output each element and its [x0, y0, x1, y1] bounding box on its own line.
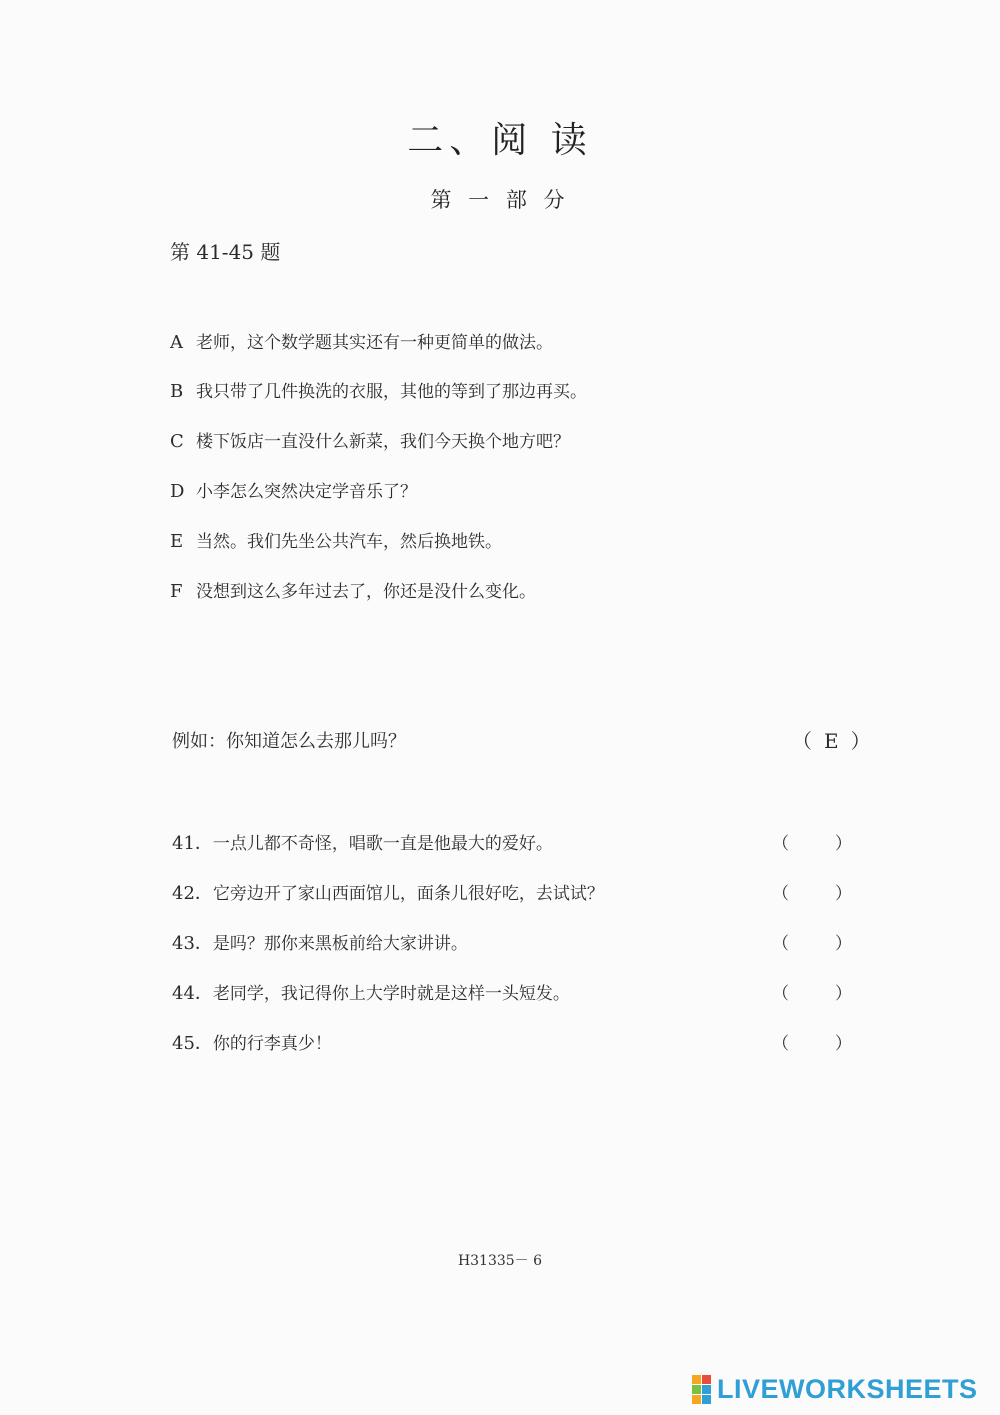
- close-paren: ）: [835, 934, 852, 954]
- close-paren: ）: [835, 984, 852, 1004]
- option-b: [170, 377, 587, 402]
- option-text: 当然。我们先坐公共汽车，然后换地铁。: [196, 532, 502, 552]
- option-d: [170, 477, 417, 502]
- question-text: 它旁边开了家山西面馆儿，面条儿很好吃，去试试？: [212, 884, 604, 904]
- option-text: 我只带了几件换洗的衣服，其他的等到了那边再买。: [196, 382, 587, 402]
- option-f: [170, 577, 536, 602]
- question-number: 44．: [172, 983, 213, 1004]
- option-letter: C: [170, 431, 184, 452]
- close-paren: ）: [835, 1034, 852, 1054]
- question-range: 第 41-45 题: [170, 240, 281, 264]
- option-letter: E: [170, 531, 184, 552]
- question-number: 43．: [172, 933, 213, 954]
- option-c: [170, 427, 570, 452]
- example-question: 例如：你知道怎么去那儿吗？: [172, 731, 406, 752]
- open-paren: （: [792, 729, 812, 753]
- option-a: [170, 328, 553, 353]
- example-answer: E: [824, 729, 839, 753]
- section-title: 二、阅 读: [407, 120, 593, 161]
- option-text: 老师，这个数学题其实还有一种更简单的做法。: [196, 333, 553, 353]
- question-text: 你的行李真少！: [212, 1034, 332, 1054]
- answer-box-41[interactable]: [772, 829, 852, 854]
- question-number: 42．: [172, 883, 213, 904]
- open-paren: （: [772, 984, 789, 1004]
- option-letter: F: [170, 581, 183, 602]
- question-42: [172, 879, 604, 905]
- question-41: [172, 829, 553, 855]
- question-44: [172, 979, 570, 1005]
- option-letter: A: [170, 332, 183, 353]
- question-43: [172, 929, 468, 955]
- option-text: 没想到这么多年过去了，你还是没什么变化。: [196, 582, 536, 602]
- question-text: 一点儿都不奇怪，唱歌一直是他最大的爱好。: [212, 834, 553, 854]
- open-paren: （: [772, 1034, 789, 1054]
- option-text: 楼下饭店一直没什么新菜，我们今天换个地方吧？: [196, 432, 570, 452]
- option-text: 小李怎么突然决定学音乐了？: [196, 482, 417, 502]
- part-title: 第 一 部 分: [430, 188, 570, 212]
- answer-box-43[interactable]: [772, 929, 852, 954]
- page-code: H31335－ 6: [457, 1253, 543, 1269]
- open-paren: （: [772, 934, 789, 954]
- answer-box-42[interactable]: [772, 879, 852, 904]
- close-paren: ）: [850, 729, 871, 753]
- question-45: [172, 1029, 332, 1055]
- question-text: 老同学，我记得你上大学时就是这样一头短发。: [212, 984, 570, 1004]
- answer-box-45[interactable]: [772, 1029, 852, 1054]
- question-text: 是吗？那你来黑板前给大家讲讲。: [212, 934, 468, 954]
- question-number: 41．: [172, 833, 213, 854]
- question-number: 45．: [172, 1033, 213, 1054]
- option-e: [170, 527, 502, 552]
- answer-box-44[interactable]: [772, 979, 852, 1004]
- open-paren: （: [772, 884, 789, 904]
- close-paren: ）: [835, 834, 852, 854]
- option-letter: B: [170, 381, 184, 402]
- brand-name: LIVEWORKSHEETS: [717, 1373, 978, 1404]
- liveworksheets-brand: [692, 1372, 978, 1406]
- open-paren: （: [772, 834, 789, 854]
- option-letter: D: [170, 481, 185, 502]
- example-answer-box: [792, 725, 871, 754]
- liveworksheets-logo-icon: [692, 1375, 711, 1404]
- close-paren: ）: [835, 884, 852, 904]
